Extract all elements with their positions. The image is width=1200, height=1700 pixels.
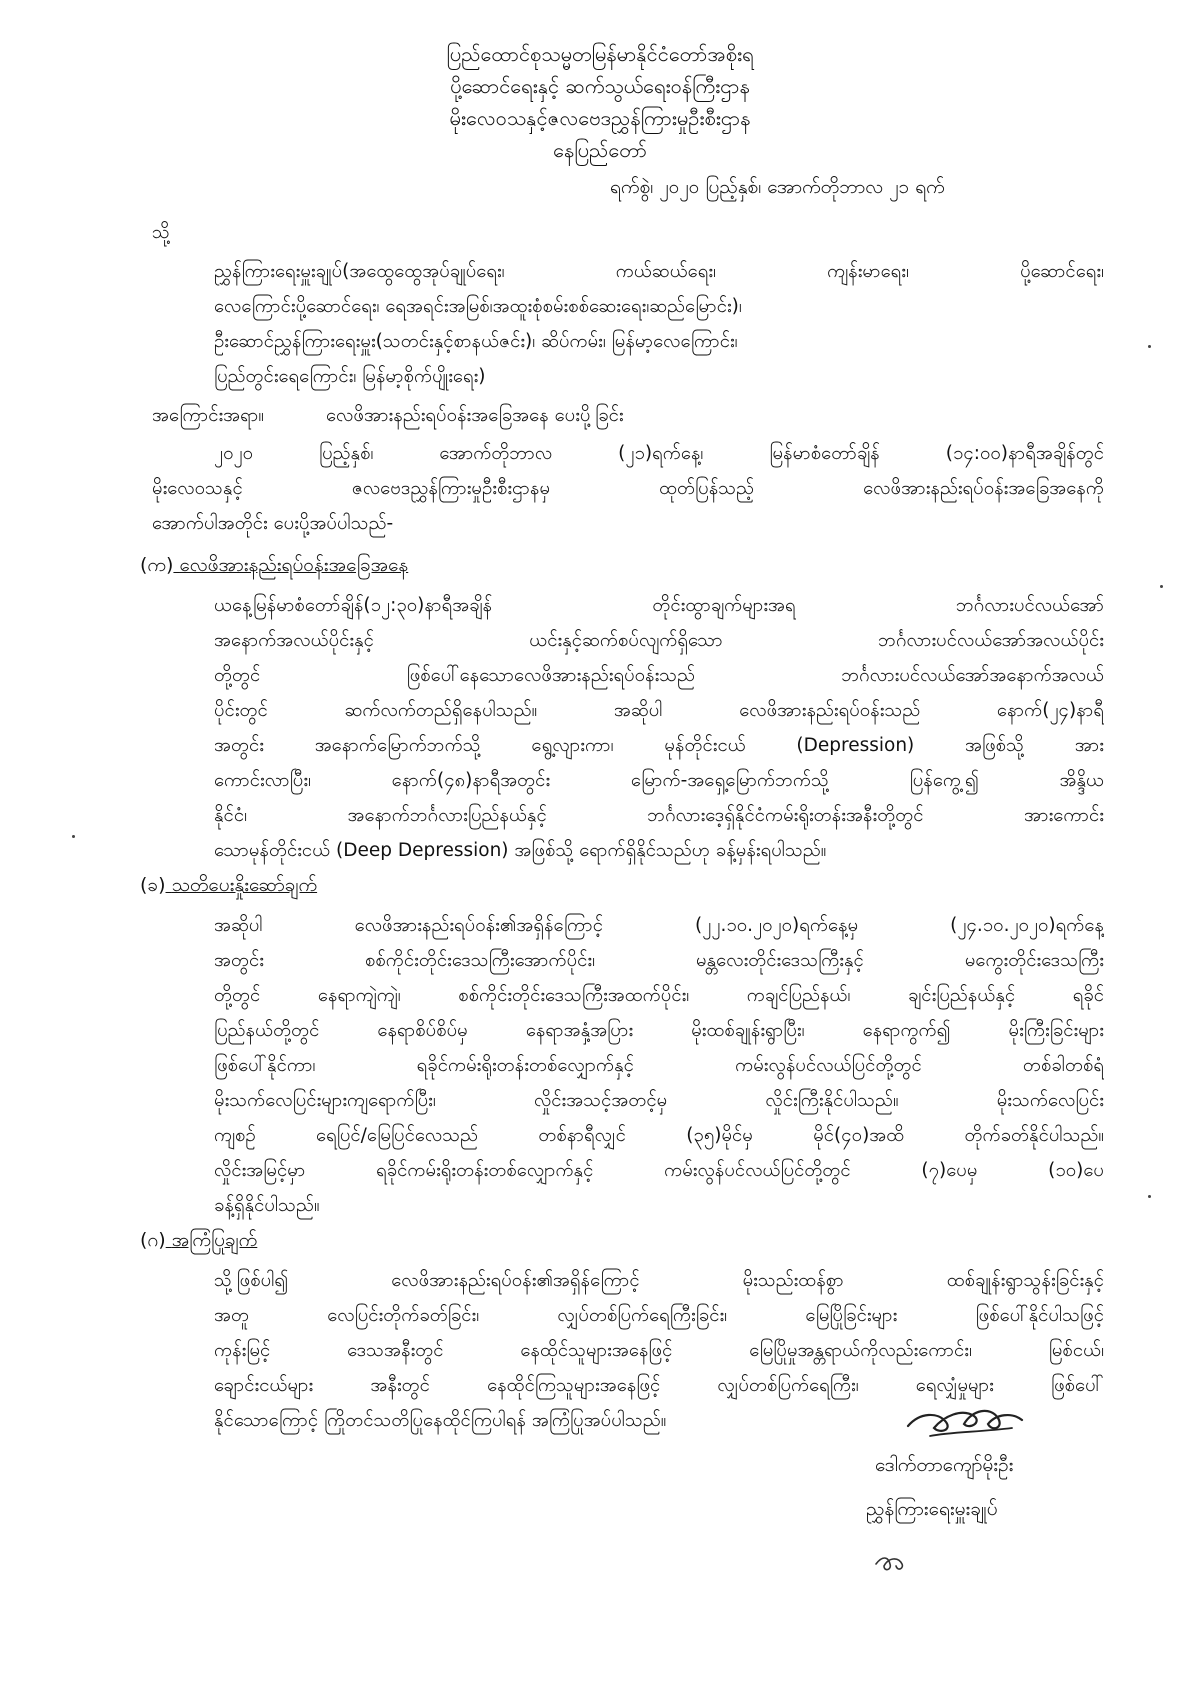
signatory-title: ညွှန်ကြားရေးမှူးချုပ်: [866, 1498, 998, 1520]
body-line: အတွင်း အနောက်မြောက်ဘက်သို့ ရွေ့လျားကာ၊ မုန်တိုင်းငယ် (Depression) အဖြစ်သို့ အား: [214, 735, 1104, 756]
section-title: သတိပေးနှိုးဆော်ချက်: [171, 874, 318, 896]
section-heading-ka: [140, 550, 408, 580]
initials-mark: [872, 1550, 912, 1578]
body-line: တို့တွင် နေရာကျဲကျဲ၊ စစ်ကိုင်းတိုင်းဒေသကြီးအထက်ပိုင်း၊ ကချင်ပြည်နယ်၊ ချင်းပြည်နယ်နှင့် ရခိုင်: [214, 985, 1104, 1006]
section-heading-ga: [140, 1225, 257, 1255]
to-label: သို့: [152, 222, 170, 243]
department-title: မိုးလေဝသနှင့်ဇလဗေဒညွှန်ကြားမှုဦးစီးဌာန: [449, 106, 751, 130]
body-line: ချောင်းငယ်များ အနီးတွင် နေထိုင်ကြသူများအနေဖြင့် လျှပ်တစ်ပြက်ရေကြီး၊ ရေလျှံမှုများ ဖြစ်ပေါ်: [214, 1375, 1104, 1396]
body-line: တို့တွင် ဖြစ်ပေါ်နေသောလေဖိအားနည်းရပ်ဝန်းသည် ဘင်္ဂလားပင်လယ်အော်အနောက်အလယ်: [214, 665, 1104, 686]
recipient-line: ပြည်တွင်းရေကြောင်း၊ မြန်မာ့စိုက်ပျိုးရေး): [214, 366, 486, 387]
scan-speck: [1148, 345, 1151, 348]
body-line: သောမုန်တိုင်းငယ် (Deep Depression) အဖြစ်သို့ ရောက်ရှိနိုင်သည်ဟု ခန့်မှန်းရပါသည်။: [214, 840, 827, 861]
section-number: (ခ): [140, 874, 166, 896]
body-line: နိုင်ငံ၊ အနောက်ဘင်္ဂလားပြည်နယ်နှင့် ဘင်္ဂလားဒေ့ရှ်နိုင်ငံကမ်းရိုးတန်းအနီးတို့တွင် အားကောင်း: [214, 805, 1104, 826]
body-line: ခန့်ရှိနိုင်ပါသည်။: [214, 1195, 320, 1216]
subject-text: လေဖိအားနည်းရပ်ဝန်းအခြေအနေ ပေးပို့ခြင်း: [326, 405, 624, 426]
intro-line: မိုးလေဝသနှင့် ဇလဗေဒညွှန်ကြားမှုဦးစီးဌာနမှ ထုတ်ပြန်သည့် လေဖိအားနည်းရပ်ဝန်းအခြေအနေကို: [152, 478, 1104, 499]
section-heading-kha: [140, 870, 317, 900]
body-line: နိုင်သောကြောင့် ကြိုတင်သတိပြုနေထိုင်ကြပါရန် အကြံပြုအပ်ပါသည်။: [214, 1410, 667, 1431]
scan-speck: [1160, 585, 1163, 588]
section-body-kha: [214, 908, 1104, 1223]
intro-line: အောက်ပါအတိုင်း ပေးပို့အပ်ပါသည်-: [152, 513, 394, 534]
body-line: အဆိုပါ လေဖိအားနည်းရပ်ဝန်း၏အရှိန်ကြောင့် (၂၂.၁၀.၂၀၂၀)ရက်နေ့မှ (၂၄.၁၀.၂၀၂၀)ရက်နေ့: [214, 915, 1104, 936]
section-title: အကြံပြုချက်: [171, 1229, 258, 1251]
body-line: အနောက်အလယ်ပိုင်းနှင့် ယင်းနှင့်ဆက်စပ်လျက်ရှိသော ဘင်္ဂလားပင်လယ်အော်အလယ်ပိုင်း: [214, 630, 1104, 651]
body-line: အတွင်း စစ်ကိုင်းတိုင်းဒေသကြီးအောက်ပိုင်း၊ မန္တလေးတိုင်းဒေသကြီးနှင့် မကွေးတိုင်းဒေသကြီး: [214, 950, 1104, 971]
body-line: လှိုင်းအမြင့်မှာ ရခိုင်ကမ်းရိုးတန်းတစ်လျှောက်နှင့် ကမ်းလွန်ပင်လယ်ပြင်တို့တွင် (၇)ပေမှ (၁၀)ပေ: [214, 1160, 1104, 1181]
body-line: ဖြစ်ပေါ်နိုင်ကာ၊ ရခိုင်ကမ်းရိုးတန်းတစ်လျှောက်နှင့် ကမ်းလွန်ပင်လယ်ပြင်တို့တွင် တစ်ခါတစ်ရံ: [214, 1055, 1104, 1076]
body-line: ပြည်နယ်တို့တွင် နေရာစိပ်စိပ်မှ နေရာအနှံ့အပြား မိုးထစ်ချုန်းရွာပြီး၊ နေရာကွက်၍ မိုးကြီးခြင်းများ: [214, 1020, 1104, 1041]
section-number: (ဂ): [140, 1229, 166, 1251]
signatory-name: ဒေါက်တာကျော်မိုးဦး: [875, 1454, 1014, 1476]
recipient-line: လေကြောင်းပို့ဆောင်ရေး၊ ရေအရင်းအမြစ်၊အထူးစုံစမ်းစစ်ဆေးရေး၊ဆည်မြောင်း)၊: [214, 296, 742, 317]
recipient-block: [214, 254, 1104, 394]
intro-line: ၂၀၂၀ ပြည့်နှစ်၊ အောက်တိုဘာလ (၂၁)ရက်နေ့၊ မြန်မာစံတော်ချိန် (၁၄:၀၀)နာရီအချိန်တွင်: [214, 443, 1104, 464]
body-line: ကောင်းလာပြီး၊ နောက်(၄၈)နာရီအတွင်း မြောက်-အရှေ့မြောက်ဘက်သို့ ပြန်ကွေ့၍ အိန္ဒိယ: [214, 770, 1104, 791]
section-title: လေဖိအားနည်းရပ်ဝန်းအခြေအနေ: [179, 554, 409, 576]
body-line: အတူ လေပြင်းတိုက်ခတ်ခြင်း၊ လျှပ်တစ်ပြက်ရေကြီးခြင်း၊ မြေပြိုခြင်းများ ဖြစ်ပေါ်နိုင်ပါသဖြင့်: [214, 1305, 1104, 1326]
handwritten-signature: [900, 1398, 1030, 1443]
subject-label: အကြောင်းအရာ။: [152, 405, 264, 426]
body-line: မိုးသက်လေပြင်းများကျရောက်ပြီး၊ လှိုင်းအသင့်အတင့်မှ လှိုင်းကြီးနိုင်ပါသည်။ မိုးသက်လေပြင်း: [214, 1090, 1104, 1111]
scan-speck: [72, 835, 75, 838]
body-line: ပိုင်းတွင် ဆက်လက်တည်ရှိနေပါသည်။ အဆိုပါ လေဖိအားနည်းရပ်ဝန်းသည် နောက်(၂၄)နာရီ: [214, 700, 1104, 721]
location-title: နေပြည်တော်: [553, 138, 647, 162]
section-body-ka: [214, 588, 1104, 868]
body-line: သို့ဖြစ်ပါ၍ လေဖိအားနည်းရပ်ဝန်း၏အရှိန်ကြောင့် မိုးသည်းထန်စွာ ထစ်ချုန်းရွာသွန်းခြင်းနှင့်: [214, 1270, 1104, 1291]
body-line: ယနေ့မြန်မာစံတော်ချိန်(၁၂:၃၀)နာရီအချိန် တိုင်းထွာချက်များအရ ဘင်္ဂလားပင်လယ်အော်: [214, 595, 1104, 616]
ministry-title: ပို့ဆောင်ရေးနှင့် ဆက်သွယ်ရေးဝန်ကြီးဌာန: [450, 74, 750, 98]
recipient-line: ဦးဆောင်ညွှန်ကြားရေးမှူး(သတင်းနှင့်စာနယ်ဇင်း)၊ ဆိပ်ကမ်း၊ မြန်မာ့လေကြောင်း၊: [214, 331, 738, 352]
document-date: ရက်စွဲ၊ ၂၀၂၀ ပြည့်နှစ်၊ အောက်တိုဘာလ ၂၁ ရက်: [610, 176, 945, 198]
intro-paragraph: [152, 436, 1104, 541]
government-title: ပြည်ထောင်စုသမ္မတမြန်မာနိုင်ငံတော်အစိုးရ: [446, 42, 754, 66]
body-line: ကုန်းမြင့် ဒေသအနီးတွင် နေထိုင်သူများအနေဖြင့် မြေပြိုမှုအန္တရာယ်ကိုလည်းကောင်း၊ မြစ်ငယ်၊: [214, 1340, 1104, 1361]
body-line: ကျစဉ် ရေပြင်/မြေပြင်လေသည် တစ်နာရီလျှင် (၃၅)မိုင်မှ မိုင်(၄၀)အထိ တိုက်ခတ်နိုင်ပါသည်။: [214, 1125, 1104, 1146]
scan-speck: [1148, 1195, 1151, 1198]
recipient-line: ညွှန်ကြားရေးမှူးချုပ်(အထွေထွေအုပ်ချုပ်ရေး၊ ကယ်ဆယ်ရေး၊ ကျန်းမာရေး၊ ပို့ဆောင်ရေး၊: [214, 261, 1104, 282]
section-number: (က): [140, 554, 174, 576]
